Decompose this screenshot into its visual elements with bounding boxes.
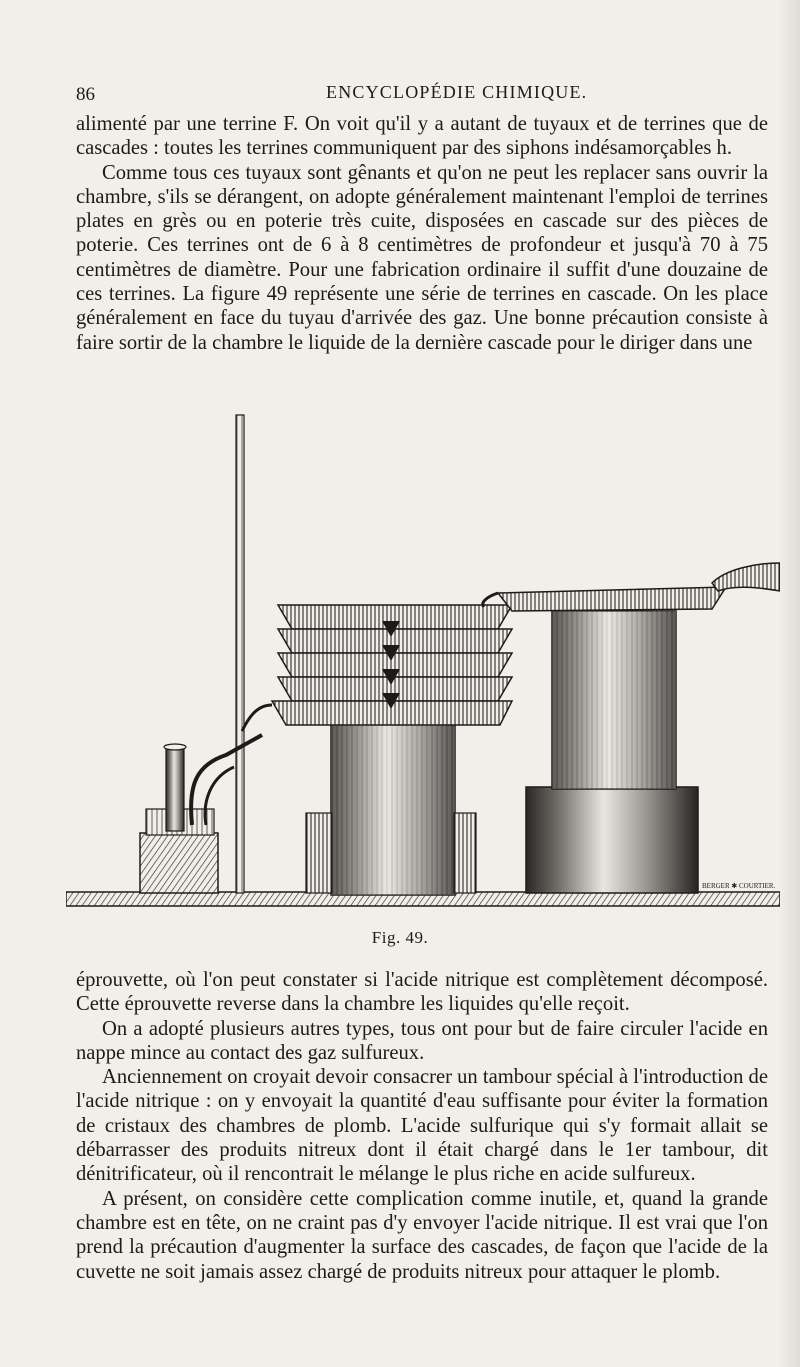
right-pedestal-base [526, 787, 698, 893]
page-header [76, 78, 766, 108]
collector-box [140, 833, 218, 893]
eprouvette [166, 747, 184, 831]
paragraph: alimenté par une terrine F. On voit qu'il y a autant de tuyaux et de terrines que de cascades : toutes les terrines communiquent par des siphons indésamorçables h. [76, 113, 768, 160]
paragraph: Comme tous ces tuyaux sont gênants et qu'on ne peut les replacer sans ouvrir la chambre, s'ils se dérangent, on adopte généralement maintenant l'emploi de terrines plates en grès ou en poterie très cuite, disposées en cascade sur des pièces de poterie. Ces terrines ont de 6 à 8 centimètres de profondeur et jusqu'à 70 à 75 centimètres de diamètre. Pour une fabrication ordinaire il suffit d'une douzaine de ces terrines. La figure 49 représente une série de terrines en cascade. On les place généralement en face du tuyau d'arrivée des gaz. Une bonne précaution consiste à faire sortir de la chambre le liquide de la dernière cascade pour le diriger dans une [76, 161, 768, 354]
engraver-signature: BERGER ✱ COURTIER. [702, 882, 776, 890]
text-block-top [76, 112, 768, 355]
page-number: 86 [76, 84, 95, 105]
running-title: ENCYCLOPÉDIE CHIMIQUE. [326, 82, 588, 102]
terrines-stack [242, 605, 512, 731]
figure-caption: Fig. 49. [371, 928, 429, 947]
top-terrine [498, 587, 726, 611]
page-edge-shadow [778, 0, 800, 1367]
pedestal-side-right [454, 813, 476, 893]
text-block-bottom [76, 968, 768, 1284]
paragraph: Anciennement on croyait devoir consacrer un tambour spécial à l'introduction de l'acide nitrique : on y envoyait la quantité d'eau suffisante pour éviter la formation de cristaux des chambres de plomb. L'acide sulfurique qui s'y formait allait se débarrasser des produits nitreux dont il était chargé dans le 1er tambour, dit dénitrificateur, où il rencontrait le mélange le plus riche en acide sulfureux. [76, 1066, 768, 1186]
paragraph: A présent, on considère cette complication comme inutile, et, quand la grande chambre est en tête, on ne craint pas d'y envoyer l'acide nitrique. Il est vrai que l'on prend la précaution d'augmenter la surface des cascades, de façon que l'acide de la cuvette ne soit jamais assez chargé de produits nitreux pour attaquer le plomb. [76, 1187, 768, 1283]
figure-terrines-en-cascade [66, 405, 780, 915]
paragraph: éprouvette, où l'on peut constater si l'acide nitrique est complètement décomposé. Cette éprouvette reverse dans la chambre les liquides qu'elle reçoit. [76, 969, 768, 1016]
inlet-spout [712, 563, 780, 591]
vertical-pipe [236, 415, 244, 893]
paragraph: On a adopté plusieurs autres types, tous ont pour but de faire circuler l'acide en nappe mince au contact des gaz sulfureux. [76, 1017, 768, 1064]
pedestal-side-left [306, 813, 332, 893]
